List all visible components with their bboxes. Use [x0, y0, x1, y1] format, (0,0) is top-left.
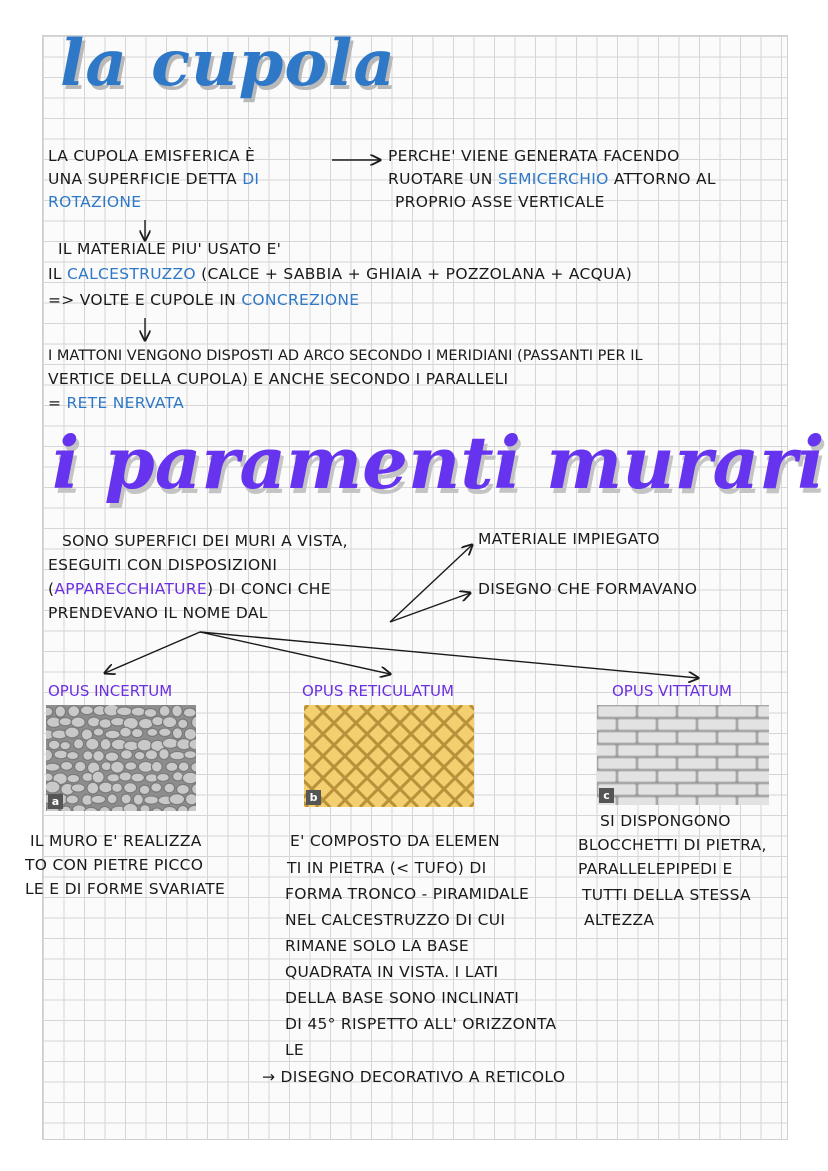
desc-reticulatum-line: DELLA BASE SONO INCLINATI [285, 989, 520, 1007]
brick [718, 784, 756, 795]
brick [638, 732, 676, 743]
stone [99, 782, 113, 793]
stone [157, 773, 170, 781]
stone [133, 794, 143, 805]
stone [121, 794, 131, 804]
stone [152, 716, 164, 725]
stone [119, 772, 132, 781]
branch-materiale: MATERIALE IMPIEGATO [478, 530, 660, 548]
brick [678, 706, 716, 717]
brick [597, 719, 616, 730]
brick [698, 719, 736, 730]
stone [132, 728, 143, 737]
brick [658, 797, 696, 805]
stone [166, 762, 178, 771]
stone [88, 717, 101, 727]
brick [638, 706, 676, 717]
bricks-line1: I MATTONI VENGONO DISPOSTI AD ARCO SECONDO I MERIDIANI (PASSANTI PER IL [48, 348, 643, 364]
brick [678, 732, 716, 743]
image-tag-b: b [306, 790, 321, 805]
arrow-reticulatum [200, 632, 390, 674]
stone [120, 727, 132, 737]
brick [597, 771, 616, 782]
stone [177, 805, 188, 811]
desc-reticulatum-line: E' COMPOSTO DA ELEMEN [290, 832, 500, 850]
brick [658, 719, 696, 730]
stone [185, 794, 196, 805]
brick [738, 771, 769, 782]
brick [598, 758, 636, 769]
desc-reticulatum-line: RIMANE SOLO LA BASE [285, 937, 469, 955]
stone [73, 805, 86, 811]
stone [87, 782, 99, 794]
brick [678, 784, 716, 795]
stone [163, 717, 177, 728]
brick [638, 758, 676, 769]
stone [101, 762, 112, 771]
stone [177, 784, 190, 794]
stone [139, 785, 150, 794]
brick [758, 758, 769, 769]
brick [758, 732, 769, 743]
stone [131, 707, 145, 716]
stone [75, 761, 86, 772]
brick [598, 706, 636, 717]
stone [107, 774, 120, 782]
stone [178, 762, 189, 772]
stone [159, 749, 169, 760]
cupola-intro-line2: UNA SUPERFICIE DETTA DI [48, 170, 260, 188]
stone [147, 728, 158, 736]
title-la-cupola: la cupola [60, 26, 396, 101]
reason-line2: RUOTARE UN SEMICERCHIO ATTORNO AL [388, 170, 716, 188]
desc-reticulatum-line: FORMA TRONCO - PIRAMIDALE [285, 885, 530, 903]
stone [99, 719, 112, 729]
stone [116, 707, 132, 716]
brick [678, 758, 716, 769]
desc-reticulatum-line: QUADRATA IN VISTA. I LATI [285, 963, 499, 981]
stone [170, 751, 185, 759]
reason-line1: PERCHE' VIENE GENERATA FACENDO [388, 147, 680, 165]
stone [54, 750, 68, 759]
stone [152, 808, 162, 811]
stone [137, 739, 152, 751]
stone [46, 773, 53, 782]
paramenti-def-line2: ESEGUITI CON DISPOSIZIONI [48, 556, 278, 574]
brick [718, 732, 756, 743]
brick [618, 797, 656, 805]
stone [139, 718, 153, 729]
stone [151, 783, 162, 792]
image-opus-vittatum [597, 705, 769, 805]
brick [597, 745, 616, 756]
stone [91, 795, 106, 803]
stone [80, 706, 93, 715]
label-opus-reticulatum: OPUS RETICULATUM [302, 682, 454, 700]
cupola-intro-line3: ROTAZIONE [48, 193, 142, 211]
stone [131, 773, 144, 782]
brick [738, 719, 769, 730]
stone [159, 705, 170, 716]
stone [162, 738, 178, 748]
stone [145, 750, 157, 760]
bricks-line3: = RETE NERVATA [48, 394, 185, 412]
desc-vittatum-line: SI DISPONGONO [600, 812, 731, 830]
stone [134, 751, 145, 760]
desc-reticulatum-line: NEL CALCESTRUZZO DI CUI [285, 911, 506, 929]
desc-vittatum-line: TUTTI DELLA STESSA [582, 886, 751, 904]
arrow-vittatum [200, 632, 698, 678]
stone [68, 706, 80, 717]
brick [698, 797, 736, 805]
reason-line3: PROPRIO ASSE VERTICALE [395, 193, 605, 211]
stone [46, 763, 60, 771]
desc-vittatum-line: PARALLELEPIPEDI E [578, 860, 733, 878]
stone [140, 805, 150, 811]
stone [84, 807, 98, 811]
brick [698, 771, 736, 782]
desc-reticulatum-line: DI 45° RISPETTO ALL' ORIZZONTA [285, 1015, 557, 1033]
material-line1: IL MATERIALE PIU' USATO E' [58, 240, 282, 258]
desc-reticulatum-line: LE [285, 1041, 305, 1059]
bricks-line2: VERTICE DELLA CUPOLA) E ANCHE SECONDO I PARALLELI [48, 370, 509, 388]
paramenti-def-line3: (APPARECCHIATURE) DI CONCI CHE [48, 580, 331, 598]
stone [184, 751, 196, 759]
stone [48, 740, 60, 749]
paramenti-def-line4: PRENDEVANO IL NOME DAL [48, 604, 268, 622]
stone [178, 719, 188, 728]
stone [111, 761, 125, 773]
stone [93, 728, 103, 736]
stone [105, 752, 119, 762]
stone [67, 752, 79, 760]
desc-reticulatum-line: TI IN PIETRA (< TUFO) DI [287, 859, 487, 877]
stone [124, 783, 137, 793]
stone [55, 706, 65, 718]
stone [191, 716, 196, 728]
label-opus-vittatum: OPUS VITTATUM [612, 682, 732, 700]
stone [151, 761, 162, 772]
label-opus-incertum: OPUS INCERTUM [48, 682, 173, 700]
stone [191, 762, 196, 772]
stone [99, 806, 110, 811]
stone [67, 774, 80, 782]
stone [92, 771, 104, 783]
stone [123, 803, 137, 811]
stone [107, 794, 117, 804]
brick [638, 784, 676, 795]
image-opus-incertum [46, 705, 196, 811]
stone [100, 738, 111, 750]
image-tag-a: a [48, 794, 63, 809]
stone [71, 784, 85, 792]
stone [46, 749, 53, 761]
cupola-intro-line1: LA CUPOLA EMISFERICA È [48, 147, 256, 165]
material-line2: IL CALCESTRUZZO (CALCE + SABBIA + GHIAIA + POZZOLANA + ACQUA) [48, 265, 633, 283]
branch-disegno: DISEGNO CHE FORMAVANO [478, 580, 698, 598]
stone [105, 730, 120, 739]
desc-incertum-line: TO CON PIETRE PICCO [25, 856, 204, 874]
brick [658, 771, 696, 782]
stone [61, 761, 73, 770]
stone [83, 751, 93, 761]
desc-reticulatum-line: → DISEGNO DECORATIVO A RETICOLO [262, 1068, 566, 1086]
stone [164, 783, 175, 793]
stone [192, 784, 196, 795]
stone [73, 739, 83, 749]
title-paramenti-murari: i paramenti murari [52, 420, 825, 505]
stone [144, 708, 157, 717]
stone [182, 772, 196, 783]
stone [120, 750, 132, 760]
stone [163, 806, 177, 811]
stone [188, 805, 196, 811]
stone [125, 762, 137, 771]
brick [718, 706, 756, 717]
stone [172, 705, 182, 717]
image-tag-c: c [599, 788, 614, 803]
stone [183, 708, 196, 717]
stone [60, 742, 70, 750]
desc-incertum-line: IL MURO E' REALIZZA [30, 832, 202, 850]
desc-incertum-line: LE E DI FORME SVARIATE [25, 880, 226, 898]
stone [46, 781, 60, 793]
material-line3: => VOLTE E CUPOLE IN CONCREZIONE [48, 291, 360, 309]
stone [169, 794, 184, 805]
brick [618, 745, 656, 756]
stone [93, 750, 104, 761]
brick [698, 745, 736, 756]
brick [618, 771, 656, 782]
arrow-incertum [105, 632, 200, 673]
paramenti-def-line1: SONO SUPERFICI DEI MURI A VISTA, [62, 532, 348, 550]
brick [718, 758, 756, 769]
stone [59, 717, 72, 725]
arrow-branch1 [390, 545, 472, 622]
brick [738, 745, 769, 756]
stone [86, 738, 99, 750]
desc-vittatum-line: ALTEZZA [584, 911, 655, 929]
desc-vittatum-line: BLOCCHETTI DI PIETRA, [578, 836, 767, 854]
stone [112, 783, 123, 792]
stone [66, 795, 79, 804]
brick [738, 797, 769, 805]
stone [172, 728, 182, 739]
stone [71, 717, 85, 728]
image-opus-reticulatum [304, 705, 474, 807]
stone [159, 728, 171, 736]
brick [758, 784, 769, 795]
arrow-branch2 [390, 593, 470, 622]
brick [758, 706, 769, 717]
stone [173, 772, 184, 781]
brick [598, 732, 636, 743]
stone [65, 727, 79, 738]
brick [618, 719, 656, 730]
brick [658, 745, 696, 756]
stone [46, 707, 53, 716]
stone [144, 796, 159, 804]
